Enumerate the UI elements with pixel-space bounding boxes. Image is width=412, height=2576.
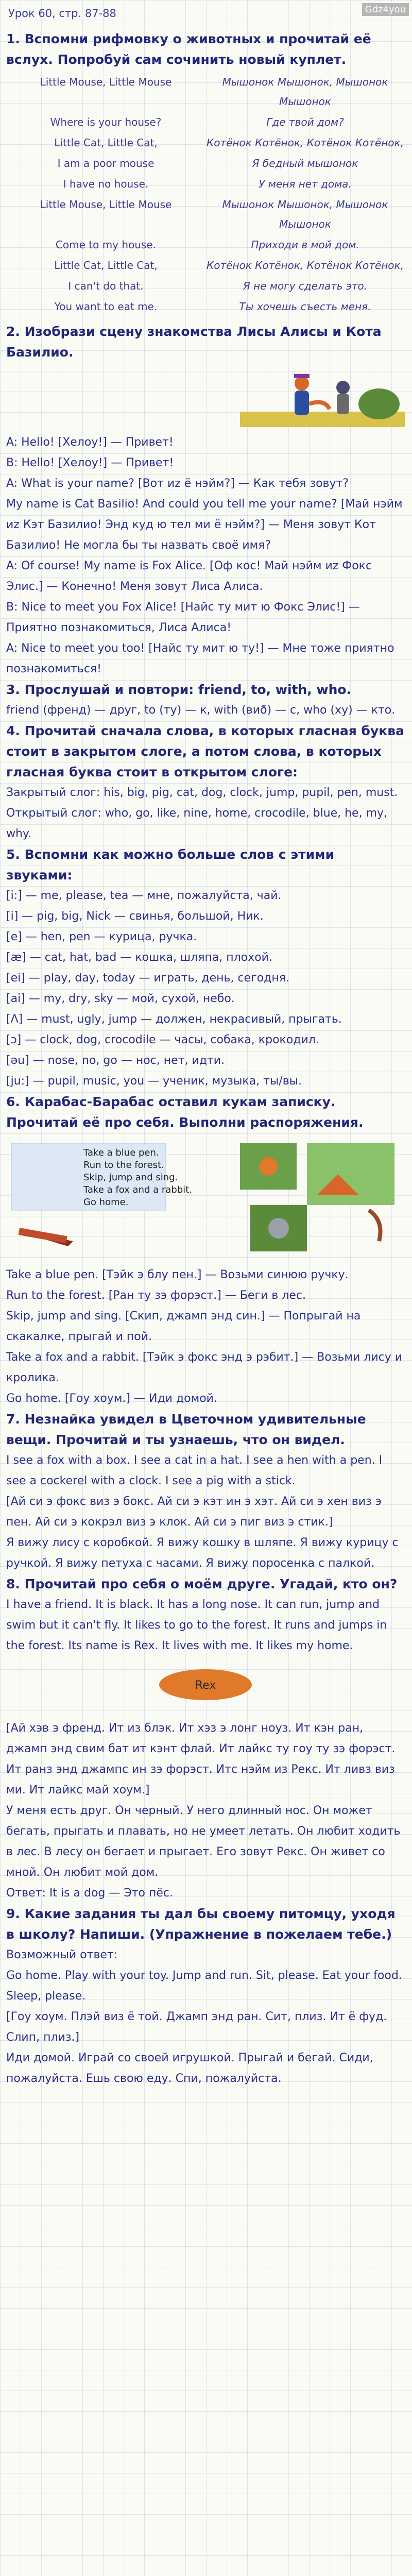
sound-row: [ai] — my, dry, sky — мой, сухой, небо. [6, 992, 235, 1005]
ex7-line: Я вижу лису с коробкой. Я вижу кошку в шляпе. Я вижу курицу с ручкой. Я вижу петуха с часами. Я вижу поросенка с палкой. [6, 1536, 399, 1570]
ex9-line: Возможный ответ: [6, 1948, 118, 1961]
ex8-text: I have a friend. It is black. It has a long nose. It can run, jump and swim but it can't fly. It likes to go to the forest. It runs and jumps in the forest. Its name is Rex. It lives with me. It likes my home. [6, 1598, 387, 1652]
dog-illustration [128, 1656, 283, 1713]
sound-row: [e] — hen, pen — курица, ручка. [6, 930, 197, 943]
ex1-title: 1. Вспомни рифмовку о животных и прочитай её вслух. Попробуй сам сочинить новый куплет. [6, 31, 371, 67]
sound-row: [əu] — nose, no, go — нос, нет, идти. [6, 1054, 225, 1067]
poem-translation: Я бедный мышонок [252, 157, 358, 170]
ex6-line: Go home. [Гоу хоум.] — Иди домой. [6, 1392, 217, 1405]
poem-line: Come to my house. [55, 239, 157, 251]
poem-line: Little Cat, Little Cat, [54, 137, 158, 149]
poem-line: I can't do that. [68, 280, 144, 292]
ex2-title: 2. Изобрази сцену знакомства Лисы Алисы и Кота Базилио. [6, 324, 382, 360]
rex-label: Rex [195, 1679, 216, 1692]
ex2-line: A: What is your name? [Вот иz ё нэйм?] — Как тебя зовут? [6, 477, 349, 490]
poem-translation: Я не могу сделать это. [243, 280, 368, 292]
ex8-title: 8. Прочитай про себя о моём друге. Угадай, кто он? [6, 1577, 398, 1591]
poem-translation: Мышонок Мышонок, Мышонок Мышонок [222, 198, 388, 230]
rex-illustration-wrap [6, 1656, 405, 1713]
sound-row: [i] — pig, big, Nick — свинья, большой, Ник. [6, 910, 264, 923]
ex7-line: I see a fox with a box. I see a cat in a hat. I see a hen with a pen. I see a cockerel with a clock. I see a pig with a stick. [6, 1454, 383, 1487]
ex4-title: 4. Прочитай сначала слова, в которых гласная буква стоит в закрытом слоге, а потом слова, в которых гласная буква стоит в открытом слоге: [6, 723, 404, 779]
poem-line: Little Mouse, Little Mouse [40, 198, 172, 211]
note-line: Skip, jump and sing. [83, 1172, 178, 1183]
ex4-line: Открытый слог: who, go, like, nine, home, crocodile, blue, he, my, why. [6, 807, 388, 840]
fox-and-cat-illustration [6, 363, 405, 427]
poem-translation: Приходи в мой дом. [251, 239, 359, 251]
ex2-line: A: Hello! [Хелоу!] — Привет! [6, 436, 174, 449]
poem-line: Little Mouse, Little Mouse [40, 76, 172, 88]
fox-cat-scene [240, 363, 405, 427]
poem-line: I am a poor mouse [57, 157, 154, 170]
ex6-line: Skip, jump and sing. [Скип, джамп энд син.] — Попрыгай на скакалке, прыгай и пой. [6, 1310, 361, 1343]
poem-translation: Мышонок Мышонок, Мышонок Мышонок [222, 76, 388, 108]
ex6-line: Take a fox and a rabbit. [Тэйк э фокс энд э рэбит.] — Возьми лису и кролика. [6, 1351, 403, 1384]
site-watermark: Gdz4you [362, 3, 409, 16]
ex5-title: 5. Вспомни как можно больше слов с этими звуками: [6, 847, 335, 883]
ex8-translation: У меня есть друг. Он черный. У него длинный нос. Он может бегать, прыгать и плавать, но не умеет летать. Он любит ходить в лес. В лесу он бегает и прыгает. Его зовут Рекс. Он живет со мной. Он любит мой дом. [6, 1804, 401, 1879]
ex2-line: My name is Cat Basilio! And could you tell me your name? [Май нэйм иz Кэт Базилио! Энд куд ю тел ми ё нэйм?] — Меня зовут Кот Базилио! Не могла бы ты назвать своё имя? [6, 498, 403, 552]
ex6-illustration [6, 1138, 405, 1257]
ex3-line: friend (френд) — друг, to (ту) — к, with (виð) — с, who (ху) — кто. [6, 704, 396, 717]
sound-row: [ɔ] — clock, dog, crocodile — часы, собака, крокодил. [6, 1033, 319, 1046]
page-header: Урок 60, стр. 87-88 [8, 7, 116, 20]
ex2-line: A: Nice to meet you too! [Найс ту мит ю ту!] — Мне тоже приятно познакомиться! [6, 642, 394, 675]
poem-translation: Где твой дом? [266, 116, 344, 128]
ex9-line: Go home. Play with your toy. Jump and run. Sit, please. Eat your food. Sleep, please. [6, 1969, 402, 2003]
poem-line: You want to eat me. [54, 300, 158, 313]
ex2-line: A: Of course! My name is Fox Alice. [Оф кос! Май нэйм иz Фокс Элис.] — Конечно! Меня зовут Лиса Алиса. [6, 560, 372, 593]
poem-line: Little Cat, Little Cat, [54, 259, 158, 272]
ex8-answer: Ответ: It is a dog — Это пёс. [6, 1887, 174, 1900]
ex3-title: 3. Прослушай и повтори: friend, to, with, who. [6, 682, 352, 697]
sound-row: [æ] — cat, hat, bad — кошка, шляпа, плохой. [6, 951, 272, 964]
poem-line: I have no house. [63, 178, 149, 190]
sound-row: [Λ] — must, ugly, jump — должен, некрасивый, прыгать. [6, 1013, 342, 1026]
ex9-line: Иди домой. Играй со своей игрушкой. Прыгай и бегай. Сиди, пожалуйста. Ешь свою еду. Спи, пожалуйста. [6, 2052, 373, 2085]
ex6-line: Take a blue pen. [Тэйк э блу пен.] — Возьми синюю ручку. [6, 1268, 349, 1281]
ex1-poem [6, 72, 405, 316]
ex7-line: [Ай си э фокс виз э бокс. Ай си э кэт ин э хэт. Ай си э хен виз э пен. Ай си э кокрэл виз э клок. Ай си э пиг виз э стик.] [6, 1495, 382, 1529]
forest-animals-illustration [235, 1138, 405, 1257]
sound-row: [i:] — me, please, tea — мне, пожалуйста, чай. [6, 889, 282, 902]
ex6-title: 6. Карабас-Барабас оставил кукам записку. Прочитай её про себя. Выполни распоряжения. [6, 1094, 364, 1130]
poem-translation: Котёнок Котёнок, Котёнок Котёнок, [207, 259, 404, 272]
note-line: Take a fox and a rabbit. [83, 1184, 192, 1195]
note-and-pen-illustration [6, 1138, 192, 1257]
ex9-title: 9. Какие задания ты дал бы своему питомцу, уходя в школу? Напиши. (Упражнение в пожелаем тебе.) [6, 1906, 396, 1942]
ex6-line: Run to the forest. [Ран ту зэ форэст.] — Беги в лес. [6, 1289, 306, 1302]
ex2-line: B: Hello! [Хелоу!] — Привет! [6, 456, 174, 469]
note-line: Take a blue pen. [83, 1147, 159, 1158]
sound-row: [ju:] — pupil, music, you — ученик, музыка, ты/вы. [6, 1075, 302, 1088]
note-line: Run to the forest. [83, 1160, 164, 1171]
poem-translation: У меня нет дома. [259, 178, 352, 190]
ex7-title: 7. Незнайка увидел в Цветочном удивительные вещи. Прочитай и ты узнаешь, что он видел. [6, 1412, 366, 1447]
sound-row: [ei] — play, day, today — играть, день, сегодня. [6, 972, 289, 985]
ex8-transcription: [Ай хэв э френд. Ит из блэк. Ит хэз э лонг ноуз. Ит кэн ран, джамп энд свим бат ит кэнт флай. Ит лайкс ту гоу ту зэ форэст. Ит ранз энд джампс ин зэ форэст. Итс нэйм из Рекс. Ит ливз виз ми. Ит лайкс май хоум.] [6, 1722, 396, 1797]
note-line: Go home. [83, 1197, 129, 1208]
poem-line: Where is your house? [50, 116, 162, 128]
poem-translation: Котёнок Котёнок, Котёнок Котёнок, [207, 137, 404, 149]
ex9-line: [Гоу хоум. Плэй виз ё той. Джамп энд ран. Сит, плиз. Ит ё фуд. Слип, плиз.] [6, 2010, 387, 2044]
ex2-line: B: Nice to meet you Fox Alice! [Найс ту мит ю Фокс Элис!] — Приятно познакомиться, Лиса Алиса! [6, 601, 360, 634]
poem-translation: Ты хочешь съесть меня. [239, 300, 371, 313]
ex4-line: Закрытый слог: his, big, pig, cat, dog, clock, jump, pupil, pen, must. [6, 786, 398, 799]
